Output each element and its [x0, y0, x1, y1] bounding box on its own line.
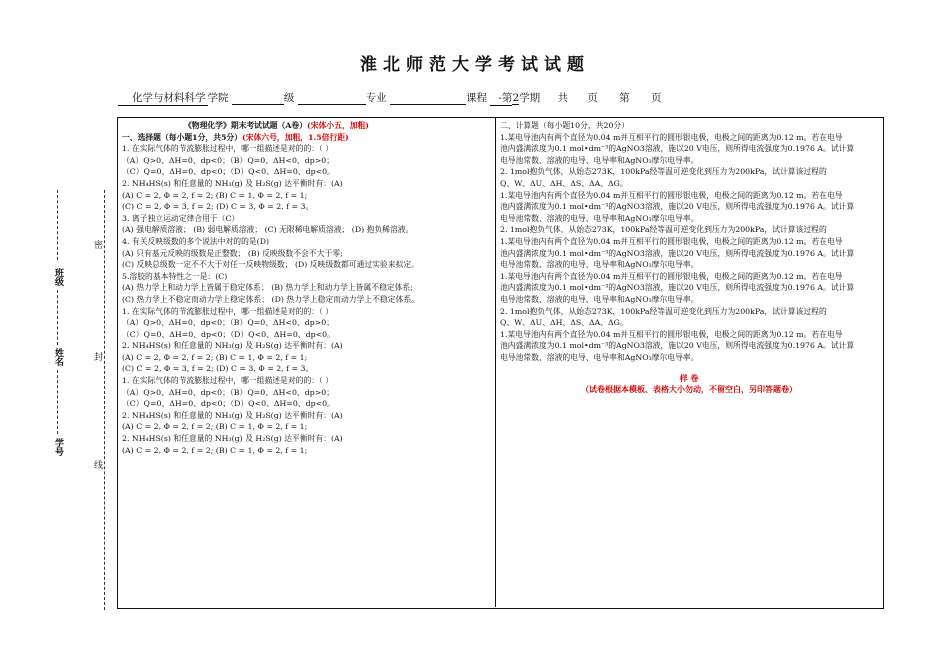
college-field[interactable]: 化学与材料科学 [118, 90, 208, 106]
page-label: 页 [587, 92, 598, 104]
right-column [500, 120, 878, 395]
major-field[interactable] [298, 92, 366, 105]
seal-feng: 封 [94, 350, 103, 363]
exam-title: 《物理化学》期末考试试题（A卷） [184, 121, 308, 130]
question-line: (C) 热力学上不稳定而动力学上稳定体系； (D) 热力学上稳定而动力学上不稳定体系。 [122, 294, 419, 304]
page-title: 淮北师范大学考试试题 [360, 55, 590, 75]
question-line: (A) C = 2, Φ = 2, f = 2; (B) C = 1, Φ = 2, f = 1; [122, 445, 308, 455]
column-divider [495, 117, 496, 607]
question-line: (C) C = 2, Φ = 3, f = 2; (D) C = 3, Φ = 2, f = 3。 [122, 202, 314, 212]
question-line: (A) C = 2, Φ = 2, f = 2; (B) C = 1, Φ = 2, f = 1; [122, 190, 308, 200]
section1-heading [122, 132, 492, 144]
nth-label: 第 [619, 92, 630, 104]
course-label: 课程 [466, 92, 488, 104]
exam-title-row [122, 120, 492, 132]
question-line: （C）Q=0、ΔH=0、dp<0；（D）Q<0、ΔH=0、dp<0。 [122, 329, 335, 339]
seal-mi: 密 [94, 238, 103, 251]
exam-title-note: (宋体小五，加粗) [307, 121, 369, 130]
student-id-label: 学号 [53, 438, 63, 456]
semester-prefix: -第 [490, 90, 512, 106]
question-line: (C) 反映总级数一定不不大于对任一反映物级数； (D) 反映级数都可通过实验来拟定。 [122, 260, 419, 270]
page-label-2: 页 [651, 92, 662, 104]
question-line: 4. 有关反映级数的多个说法中对的的是(D) [122, 236, 270, 246]
question-line: 电导池常数、溶液的电导、电导率和AgNO₃摩尔电导率。 [500, 155, 699, 165]
question-line: 电导池常数、溶液的电导、电导率和AgNO₃摩尔电导率。 [500, 213, 699, 223]
question-line: (A) C = 2, Φ = 2, f = 2; (B) C = 1, Φ = 2, f = 1; [122, 352, 308, 362]
question-line: Q、W、ΔU、ΔH、ΔS、ΔA、ΔG。 [500, 178, 628, 188]
question-line: 2. NH₄HS(s) 和任意量的 NH₃(g) 及 H₂S(g) 达平衡时有：(A) [122, 434, 343, 444]
section1-note: (宋体六号，加粗，1.5倍行距) [242, 132, 349, 142]
left-question-list [122, 143, 492, 456]
question-line: 3. 离子独立运动定律合用于（C） [122, 213, 240, 223]
sample-note: （试卷根据本模板、表格大小勿动，不留空白，另印答题卷） [581, 384, 797, 395]
question-line: 2. NH₄HS(s) 和任意量的 NH₃(g) 及 H₂S(g) 达平衡时有：(A) [122, 410, 343, 420]
question-line: (A) 只有基元反映的级数是正整数； (B) 反映级数不会不大于零; [122, 248, 343, 258]
grade-field[interactable] [232, 92, 284, 105]
question-line: （A）Q>0、ΔH=0、dp<0；（B）Q=0、ΔH<0、dp>0； [122, 318, 334, 328]
question-line: （C）Q=0、ΔH=0、dp<0；（D）Q<0、ΔH=0、dp<0。 [122, 399, 335, 409]
class-line [57, 190, 58, 260]
course-field[interactable] [390, 92, 466, 105]
sample-label: 样 卷 [679, 373, 699, 384]
question-line: (C) C = 2, Φ = 3, f = 2; (D) C = 3, Φ = 2, f = 3。 [122, 364, 314, 374]
question-line: 池内盛满浓度为0.1 mol•dm⁻³的AgNO3溶液，施以20 V电压，则所得电流强度为0.1976 A。试计算 [500, 248, 855, 258]
grade-label: 级 [283, 92, 295, 104]
class-label: 班级 [53, 268, 63, 286]
question-line: 1. 在实际气体的节流膨胀过程中，哪一组描述是对的的：（ ） [122, 144, 334, 154]
question-line: 1.某电导池内有两个直径为0.04 m并互相平行的圆形银电极，电极之间的距离为0.12 m。若在电导 [500, 132, 843, 142]
question-line: 1.某电导池内有两个直径为0.04 m并互相平行的圆形银电极，电极之间的距离为0.12 m。若在电导 [500, 236, 843, 246]
section2-heading: 二、计算题（每小题10分，共20分） [500, 121, 629, 130]
question-line: Q、W、ΔU、ΔH、ΔS、ΔA、ΔG。 [500, 318, 628, 328]
question-line: （A）Q>0、ΔH=0、dp<0；（B）Q=0、ΔH<0、dp>0； [122, 155, 334, 165]
question-line: 2. 1mol抱负气体，从始态273K，100kPa经等温可逆变化到压力为200kPa，试计算该过程的 [500, 167, 827, 177]
question-line: 5.溶胶的基本特性之一是：(C) [122, 271, 228, 281]
question-line: 1.某电导池内有两个直径为0.04 m并互相平行的圆形银电极，电极之间的距离为0.12 m。若在电导 [500, 329, 843, 339]
question-line: 池内盛满浓度为0.1 mol•dm⁻³的AgNO3溶液，施以20 V电压，则所得电流强度为0.1976 A。试计算 [500, 202, 855, 212]
question-line: 池内盛满浓度为0.1 mol•dm⁻³的AgNO3溶液，施以20 V电压，则所得电流强度为0.1976 A。试计算 [500, 341, 855, 351]
question-line: （C）Q=0、ΔH=0、dp<0；（D）Q<0、ΔH=0、dp<0。 [122, 167, 335, 177]
question-line: 2. NH₄HS(s) 和任意量的 NH₃(g) 及 H₂S(g) 达平衡时有：(A) [122, 178, 343, 188]
question-line: (A) 强电解质溶液； (B) 弱电解质溶液； (C) 无限稀电解质溶液； (D) 抱负稀溶液。 [122, 225, 414, 235]
question-line: 电导池常数、溶液的电导、电导率和AgNO₃摩尔电导率。 [500, 260, 699, 270]
id-line [57, 370, 58, 434]
left-column [122, 120, 492, 456]
semester-number[interactable]: 2 [512, 92, 520, 104]
question-line: 2. NH₄HS(s) 和任意量的 NH₃(g) 及 H₂S(g) 达平衡时有：(A) [122, 341, 343, 351]
total-label: 共 [557, 92, 568, 104]
question-line: 2. 1mol抱负气体，从始态273K，100kPa经等温可逆变化到压力为200kPa，试计算该过程的 [500, 306, 827, 316]
question-line: 电导池常数、溶液的电导、电导率和AgNO₃摩尔电导率。 [500, 294, 699, 304]
semester-suffix: 学期 [519, 92, 541, 104]
name-label: 姓名 [53, 348, 63, 366]
question-line: 1. 在实际气体的节流膨胀过程中，哪一组描述是对的的：（ ） [122, 376, 334, 386]
question-line: 2. 1mol抱负气体，从始态273K，100kPa经等温可逆变化到压力为200kPa，试计算该过程的 [500, 225, 827, 235]
question-line: 池内盛满浓度为0.1 mol•dm⁻³的AgNO3溶液，施以20 V电压，则所得电流强度为0.1976 A。试计算 [500, 144, 855, 154]
question-line: 池内盛满浓度为0.1 mol•dm⁻³的AgNO3溶液，施以20 V电压，则所得电流强度为0.1976 A。试计算 [500, 283, 855, 293]
question-line: (A) 热力学上和动力学上皆属于稳定体系； (B) 热力学上和动力学上皆属不稳定体系; [122, 283, 413, 293]
seal-line [104, 190, 105, 610]
question-line: （A）Q>0、ΔH=0、dp<0；（B）Q=0、ΔH<0、dp>0； [122, 387, 334, 397]
question-line: 1.某电导池内有两个直径为0.04 m并互相平行的圆形银电极，电极之间的距离为0.12 m。若在电导 [500, 271, 843, 281]
name-line [57, 290, 58, 345]
section1-title: 一、选择题（每小题1分，共5分） [122, 132, 243, 142]
question-line: 1. 在实际气体的节流膨胀过程中，哪一组描述是对的的：（ ） [122, 306, 334, 316]
seal-xian: 线 [94, 458, 103, 471]
major-label: 专业 [365, 92, 387, 104]
question-line: (A) C = 2, Φ = 2, f = 2; (B) C = 1, Φ = 2, f = 1; [122, 422, 308, 432]
right-question-list [500, 132, 878, 364]
exam-header [118, 90, 662, 106]
college-suffix: 学院 [207, 92, 229, 104]
question-line: 1.某电导池内有两个直径为0.04 m并互相平行的圆形银电极，电极之间的距离为0.12 m。若在电导 [500, 190, 843, 200]
question-line: 电导池常数、溶液的电导、电导率和AgNO₃摩尔电导率。 [500, 352, 699, 362]
